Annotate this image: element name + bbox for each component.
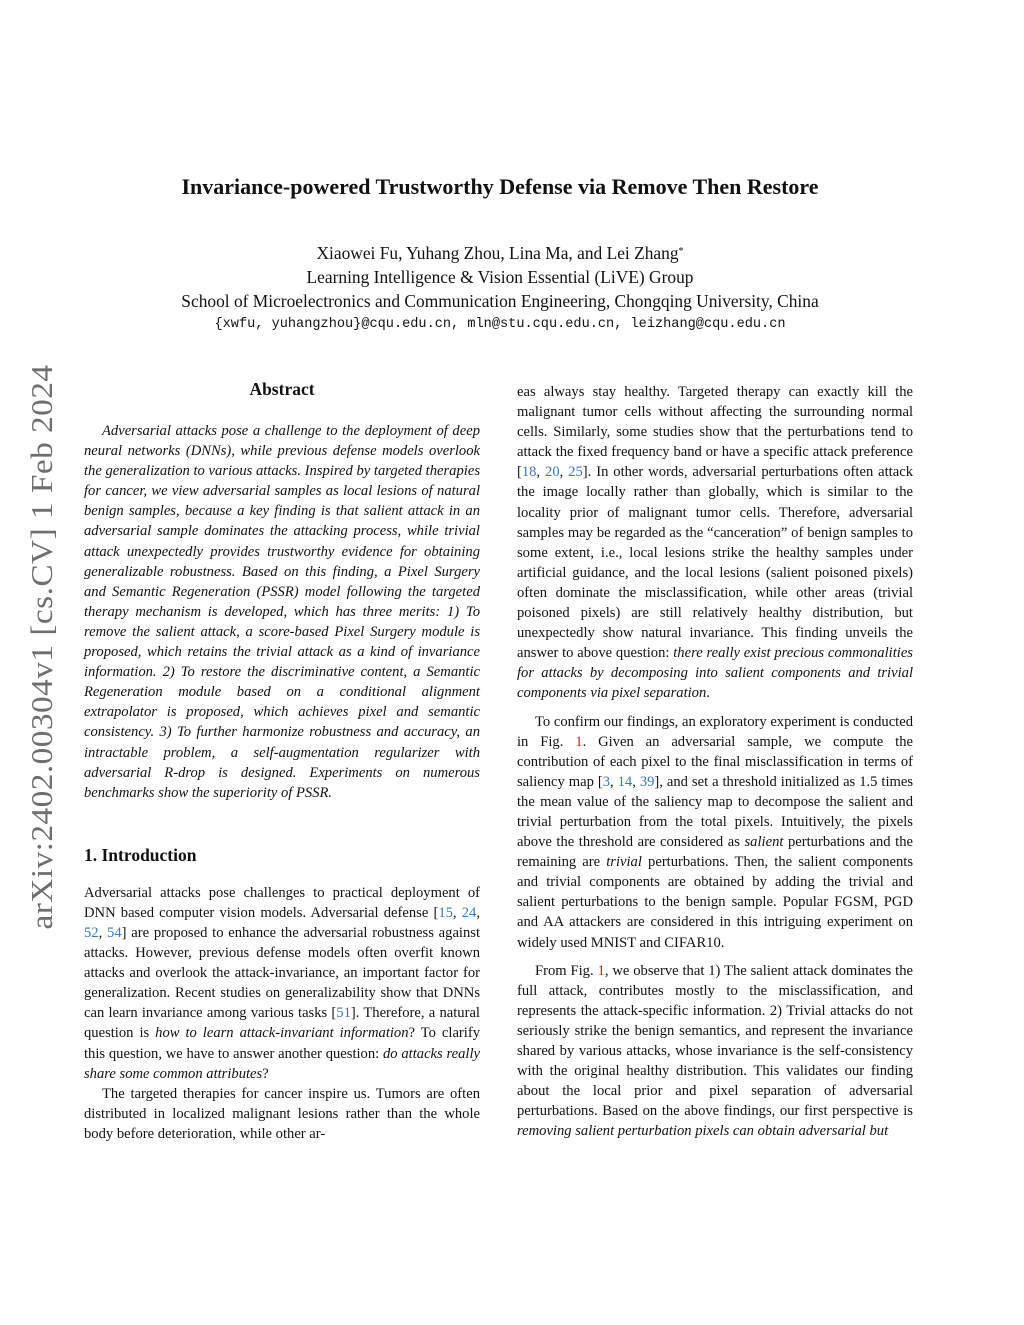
figure-link[interactable]: 1 <box>575 733 583 750</box>
corresponding-author-mark: * <box>678 246 684 257</box>
citation-link[interactable]: 18 <box>521 464 537 481</box>
abstract-text: Adversarial attacks pose a challenge to the deployment of deep neural networks (DNNs), while previous defense models overlook the generalization to various attacks. Inspired by targeted therapies for cancer, we view adversarial samples as local lesions of natural benign samples, because a key finding is that salient attack in an adversarial sample dominates the attacking process, while trivial attack unexpectedly provides trustworthy evidence for obtaining generalizable robustness. Based on this finding, a Pixel Surgery and Semantic Regeneration (PSSR) model following the targeted therapy mechanism is developed, which has three merits: 1) To remove the salient attack, a score-based Pixel Surgery module is proposed, which retains the trivial attack as a kind of invariance information. 2) To restore the discriminative content, a Semantic Regeneration module based on a conditional alignment extrapolator is proposed, which achieves pixel and semantic consistency. 3) To further harmonize robustness and accuracy, an intractable problem, a self-augmentation regularizer with adversarial R-drop is designed. Experiments on numerous benchmarks show the superiority of PSSR. <box>84 423 480 801</box>
intro-paragraph-1: Adversarial attacks pose challenges to practical deployment of DNN based computer vision models. Adversarial defense [15, 24, 52, 54] are proposed to enhance the adversarial robustness against attacks. However, previous defense models often overfit known attacks and overlook the attack-invariance, an important factor for generalization. Recent studies on generalizability show that DNNs can learn invariance among various tasks [51]. Therefore, a natural question is how to learn attack-invariant information? To clarify this question, we have to answer another question: do attacks really share some common attributes? <box>84 884 481 1082</box>
right-paragraph-1: eas always stay healthy. Targeted therapy can exactly kill the malignant tumor cells without affecting the surrounding normal cells. Similarly, some studies show that the perturbations tend to attack the fixed frequency band or have a specific attack preference [18, 20, 25]. In other words, adversarial perturbations often attack the image locally rather than globally, which is similar to the locality prior of malignant tumor cells. Therefore, adversarial samples may be regarded as the “canceration” of benign samples to some extent, i.e., local lesions strike the healthy samples under artificial guidance, and the local lesions (salient poisoned pixels) often dominate the misclassification, while other areas (trivial poisoned pixels) are still relatively healthy distribution, but unexpectedly show natural invariance. This finding unveils the answer to above question: there really exist precious commonalities for attacks by decomposing into salient components and trivial components via pixel separation. <box>517 384 913 702</box>
citation-link[interactable]: 54 <box>107 924 122 941</box>
right-paragraph-2: To confirm our findings, an exploratory experiment is conducted in Fig. 1. Given an adversarial sample, we compute the contribution of each pixel to the final misclassification in terms of saliency map [3, 14, 39], and set a threshold initialized as 1.5 times the mean value of the saliency map to decompose the salient and trivial perturbation from the total pixels. Intuitively, the pixels above the threshold are considered as salient perturbations and the remaining are trivial perturbations. Then, the salient components and trivial components are obtained by adding the trivial and salient perturbations to the benign sample. Popular FGSM, PGD and AA attackers are considered in this intriguing experiment on widely used MNIST and CIFAR10. <box>517 713 914 951</box>
intro-paragraph-2: The targeted therapies for cancer inspire us. Tumors are often distributed in localized malignant lesions rather than the whole body before deterioration, while other ar- <box>84 1085 480 1142</box>
citation-link[interactable]: 3 <box>602 773 611 790</box>
right-paragraph-3: From Fig. 1, we observe that 1) The salient attack dominates the full attack, contributes mostly to the misclassification, and represents the attack-specific information. 2) Trivial attacks do not seriously strike the benign semantics, and represent the invariance shared by various attacks, whose invariance is the self-consistency with the original healthy distribution. This validates our finding about the local prior and pixel separation of adversarial perturbations. Based on the above findings, our first perspective is removing salient perturbation pixels can obtain adversarial but <box>517 962 913 1140</box>
author-names-line <box>0 241 1000 265</box>
left-column <box>84 377 480 1144</box>
author-names: Xiaowei Fu, Yuhang Zhou, Lina Ma, and Lei Zhang <box>316 243 679 263</box>
abstract-heading: Abstract <box>249 379 315 399</box>
citation-link[interactable]: 25 <box>568 464 583 481</box>
citation-link[interactable]: 20 <box>545 464 560 481</box>
author-emails: {xwfu, yuhangzhou}@cqu.edu.cn, mln@stu.cqu.edu.cn, leizhang@cqu.edu.cn <box>214 317 786 332</box>
citation-link[interactable]: 52 <box>84 924 99 941</box>
right-column <box>517 382 913 1141</box>
paper-title: Invariance-powered Trustworthy Defense via Remove Then Restore <box>181 174 819 199</box>
introduction-heading: 1. Introduction <box>84 844 197 865</box>
author-group: Learning Intelligence & Vision Essential (LiVE) Group <box>306 267 694 287</box>
figure-link[interactable]: 1 <box>597 962 605 979</box>
citation-link[interactable]: 14 <box>617 773 633 790</box>
arxiv-identifier-stamp <box>20 362 70 932</box>
arxiv-stamp-text: arXiv:2402.00304v1 [cs.CV] 1 Feb 2024 <box>24 404 60 930</box>
citation-link[interactable]: 51 <box>336 1005 351 1022</box>
citation-link[interactable]: 24 <box>461 904 477 921</box>
citation-link[interactable]: 39 <box>639 773 655 790</box>
citation-link[interactable]: 15 <box>438 904 453 921</box>
author-affiliation: School of Microelectronics and Communication Engineering, Chongqing University, China <box>181 291 819 311</box>
author-block <box>0 241 1000 337</box>
